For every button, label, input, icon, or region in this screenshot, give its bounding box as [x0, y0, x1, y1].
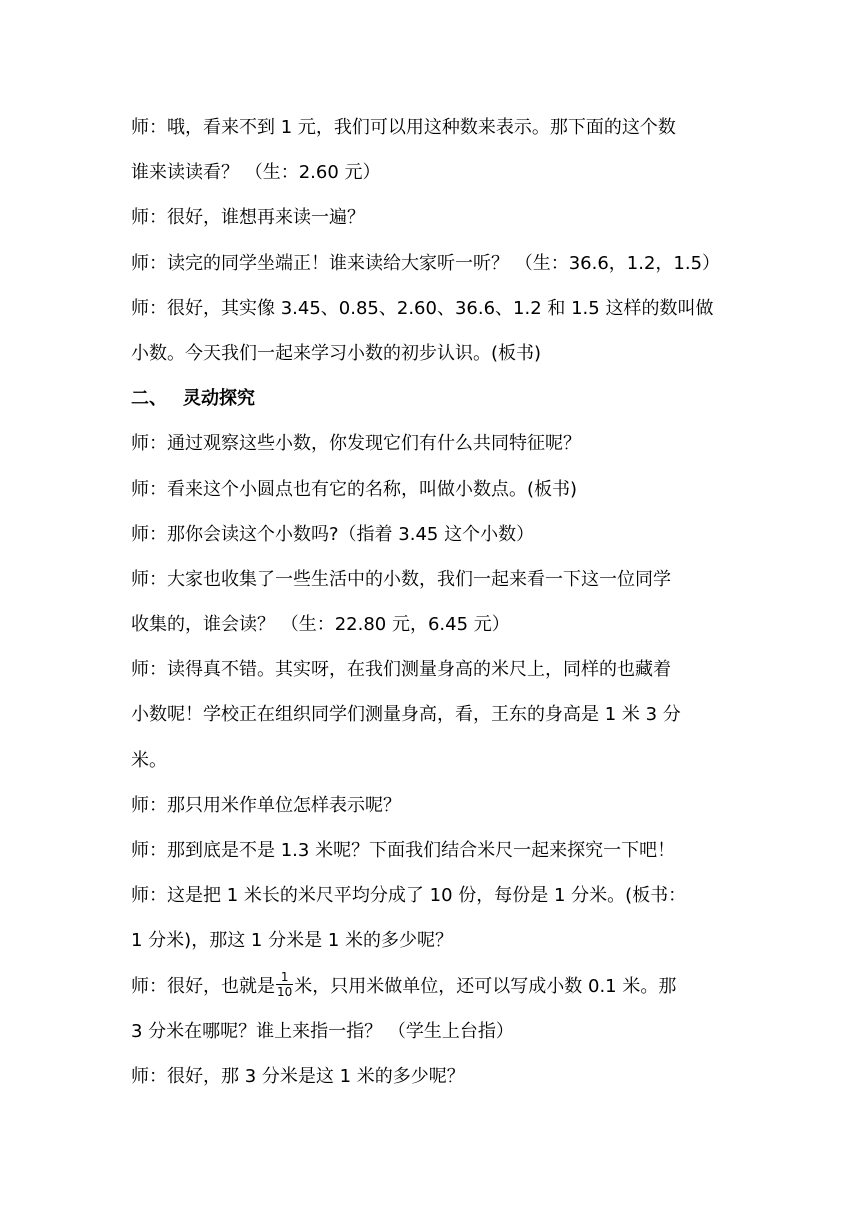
text-line: 师：读得真不错。其实呀，在我们测量身高的米尺上，同样的也藏着 [131, 659, 671, 681]
section-title: 灵动探究 [183, 388, 255, 410]
fraction-numerator: 1 [280, 970, 289, 985]
text-line: 师：这是把 1 米长的米尺平均分成了 10 份，每份是 1 分米。(板书： [131, 885, 687, 907]
text-line: 小数。今天我们一起来学习小数的初步认识。(板书) [131, 342, 542, 364]
fraction-one-tenth [276, 970, 293, 999]
text-line: 师：读完的同学坐端正！谁来读给大家听一听？ （生：36.6，1.2，1.5） [131, 252, 721, 274]
section-number: 二、 [131, 388, 167, 410]
text-line: 师：哦，看来不到 1 元，我们可以用这种数来表示。那下面的这个数 [131, 117, 676, 138]
text-line: 师：通过观察这些小数，你发现它们有什么共同特征呢？ [131, 433, 581, 455]
text-line: 师：很好，其实像 3.45、0.85、2.60、36.6、1.2 和 1.5 这样的数叫做 [131, 297, 714, 319]
text-line: 师：那到底是不是 1.3 米呢？下面我们结合米尺一起来探究一下吧！ [131, 840, 676, 861]
fraction-text-line [131, 964, 731, 1009]
text-line: 收集的，谁会读？ （生：22.80 元，6.45 元） [131, 614, 510, 636]
text-line: 师：看来这个小圆点也有它的名称，叫做小数点。(板书) [131, 478, 578, 500]
text-line: 师：那只用米作单位怎样表示呢？ [131, 794, 401, 816]
text-line: 小数呢！学校正在组织同学们测量身高，看，王东的身高是 1 米 3 分 [131, 704, 681, 726]
text-line: 米。 [131, 749, 167, 771]
text-line: 1 分米)，那这 1 分米是 1 米的多少呢？ [131, 930, 453, 952]
fraction-line-before: 师：很好，也就是 [131, 975, 275, 997]
text-line: 师：那你会读这个小数吗?（指着 3.45 这个小数） [131, 523, 535, 545]
fraction-line-after: 米，只用米做单位，还可以写成小数 0.1 米。那 [294, 975, 677, 997]
fraction-denominator: 10 [277, 985, 293, 1000]
text-line: 师：很好，那 3 分米是这 1 米的多少呢？ [131, 1065, 465, 1087]
text-line: 谁来读读看？ （生：2.60 元） [131, 162, 381, 184]
text-line: 3 分米在哪呢？谁上来指一指？ （学生上台指） [131, 1020, 514, 1042]
text-line: 师：大家也收集了一些生活中的小数，我们一起来看一下这一位同学 [131, 568, 671, 590]
document-page [131, 105, 731, 1099]
section-heading [131, 376, 731, 421]
text-line: 师：很好，谁想再来读一遍？ [131, 207, 365, 229]
